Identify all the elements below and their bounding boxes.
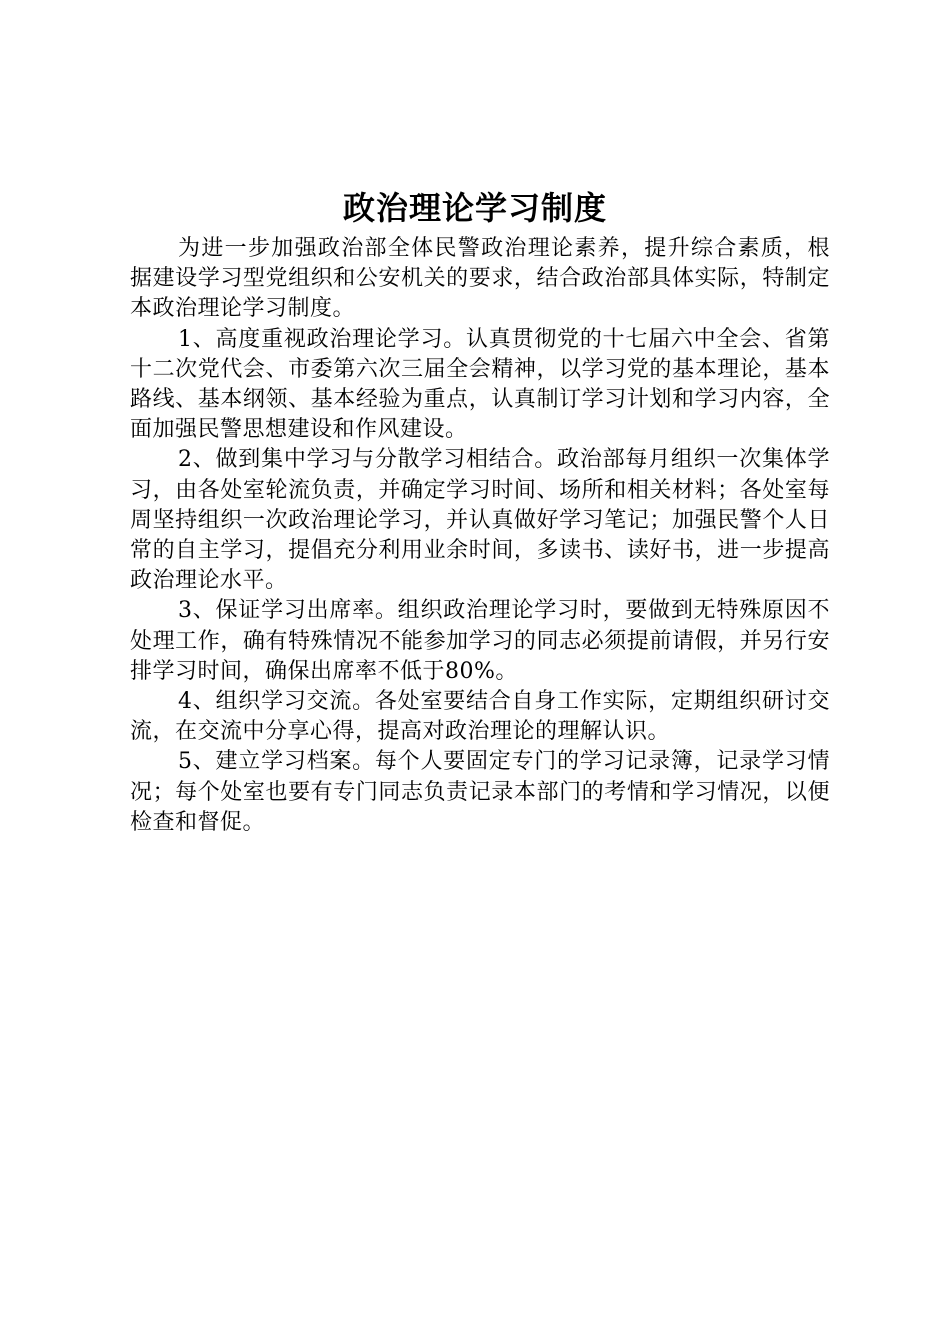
page-title: 政治理论学习制度 [342,189,607,227]
paragraph-item-3: 3、保证学习出席率。组织政治理论学习时，要做到无特殊原因不处理工作，确有特殊情况不能参加学习的同志必须提前请假，并另行安排学习时间，确保出席率不低于80%。 [130,598,830,684]
paragraph-item-1: 1、高度重视政治理论学习。认真贯彻党的十七届六中全会、省第十二次党代会、市委第六次三届全会精神，以学习党的基本理论，基本路线、基本纲领、基本经验为重点，认真制订学习计划和学习内容，全面加强民警思想建设和作风建设。 [130,326,830,443]
paragraph-intro: 为进一步加强政治部全体民警政治理论素养，提升综合素质，根据建设学习型党组织和公安机关的要求，结合政治部具体实际，特制定本政治理论学习制度。 [130,236,830,322]
paragraph-item-4: 4、组织学习交流。各处室要结合自身工作实际，定期组织研讨交流，在交流中分享心得，提高对政治理论的理解认识。 [130,689,830,745]
paragraph-item-5: 5、建立学习档案。每个人要固定专门的学习记录簿，记录学习情况；每个处室也要有专门同志负责记录本部门的考情和学习情况，以便检查和督促。 [130,749,830,835]
document-body [130,234,830,838]
paragraph-item-2: 2、做到集中学习与分散学习相结合。政治部每月组织一次集体学习，由各处室轮流负责，并确定学习时间、场所和相关材料；各处室每周坚持组织一次政治理论学习，并认真做好学习笔记；加强民警个人日常的自主学习，提倡充分利用业余时间，多读书、读好书，进一步提高政治理论水平。 [130,447,830,594]
